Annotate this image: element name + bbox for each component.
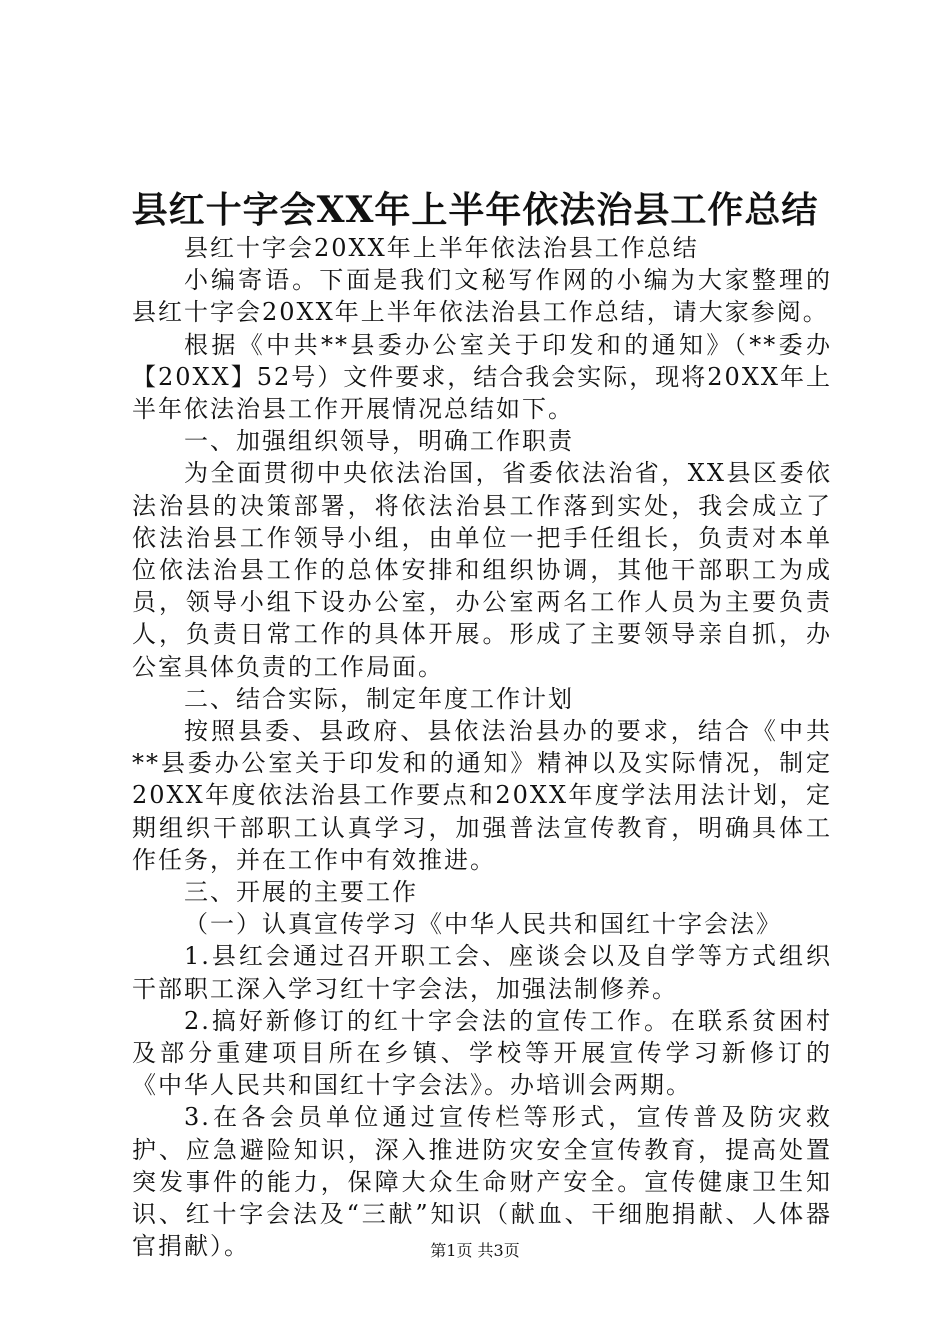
section-1-paragraph: 为全面贯彻中央依法治国，省委依法治省，XX县区委依法治县的决策部署，将依法治县工作落到实处，我会成立了依法治县工作领导小组，由单位一把手任组长，负责对本单位依法治县工作的总体安排和组织协调，其他干部职工为成员，领导小组下设办公室，办公室两名工作人员为主要负责人，负责日常工作的具体开展。形成了主要领导亲自抓，办公室具体负责的工作局面。 — [132, 459, 832, 681]
document-title: 县红十字会XX年上半年依法治县工作总结 — [131, 189, 819, 231]
section-heading-3: 三、开展的主要工作 — [184, 878, 418, 907]
section-2-paragraph: 按照县委、县政府、县依法治县办的要求，结合《中共**县委办公室关于印发和的通知》精神以及实际情况，制定20XX年度依法治县工作要点和20XX年度学法用法计划，定期组织干部职工认真学习，加强普法宣传教育，明确具体工作任务，并在工作中有效推进。 — [132, 717, 832, 874]
subsection-heading-1: （一）认真宣传学习《中华人民共和国红十字会法》 — [184, 910, 782, 939]
basis-paragraph: 根据《中共**县委办公室关于印发和的通知》（**委办【20XX】52号）文件要求，结合我会实际，现将20XX年上半年依法治县工作开展情况总结如下。 — [132, 330, 832, 424]
list-item-3: 3.在各会员单位通过宣传栏等形式，宣传普及防灾救护、应急避险知识，深入推进防灾安全宣传教育，提高处置突发事件的能力，保障大众生命财产安全。宣传健康卫生知识、红十字会法及“三献”知识（献血、干细胞捐献、人体器官捐献）。 — [132, 1103, 832, 1261]
document-body — [132, 232, 832, 1263]
page-number-footer: 第1页 共3页 — [430, 1241, 520, 1260]
list-item-2: 2.搞好新修订的红十字会法的宣传工作。在联系贫困村及部分重建项目所在乡镇、学校等开展宣传学习新修订的《中华人民共和国红十字会法》。办培训会两期。 — [132, 1006, 832, 1100]
intro-paragraph: 小编寄语。下面是我们文秘写作网的小编为大家整理的县红十字会20XX年上半年依法治县工作总结，请大家参阅。 — [132, 266, 832, 327]
section-heading-2: 二、结合实际，制定年度工作计划 — [184, 684, 574, 713]
section-heading-1: 一、加强组织领导，明确工作职责 — [184, 427, 574, 456]
subtitle-paragraph: 县红十字会20XX年上半年依法治县工作总结 — [184, 234, 699, 262]
list-item-1: 1.县红会通过召开职工会、座谈会以及自学等方式组织干部职工深入学习红十字会法，加强法制修养。 — [132, 942, 832, 1003]
